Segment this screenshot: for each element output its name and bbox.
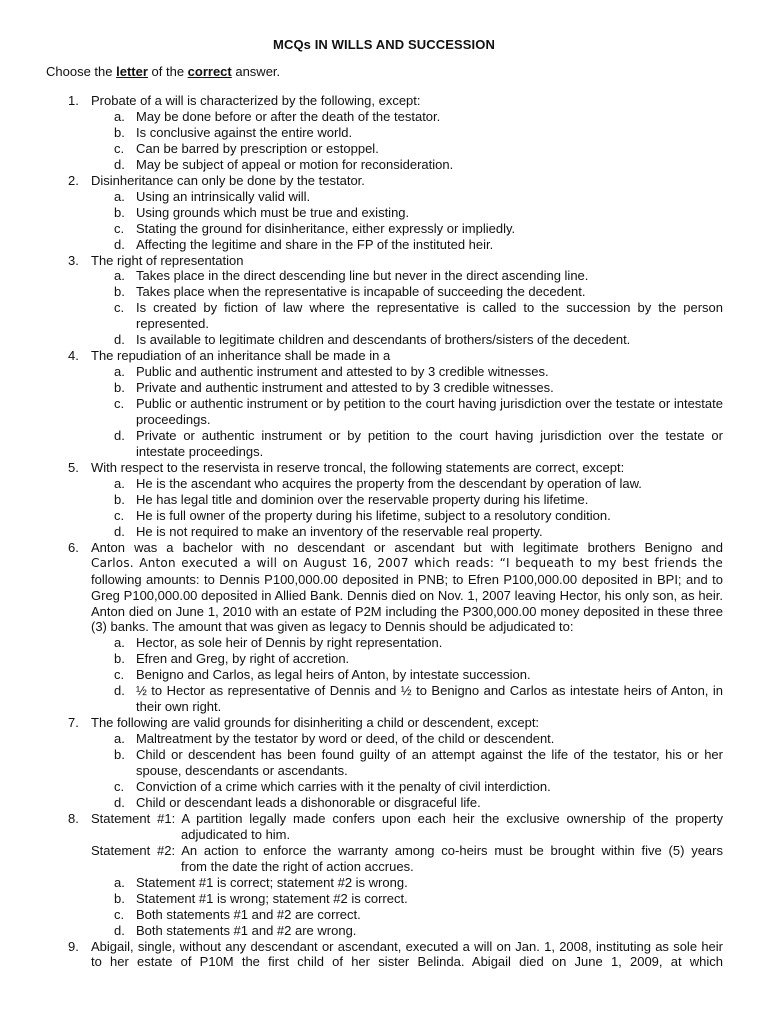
- option-text: Public and authentic instrument and attested to by 3 credible witnesses.: [136, 364, 549, 380]
- option-letter: c.: [114, 667, 125, 683]
- option-3a: [0, 268, 768, 284]
- option-1d: [0, 157, 768, 173]
- option-8c: [0, 907, 768, 923]
- option-letter: d.: [114, 683, 125, 699]
- option-letter: c.: [114, 140, 125, 156]
- option-letter: b.: [114, 380, 125, 396]
- instructions-text: of the: [147, 64, 188, 79]
- option-letter: a.: [114, 731, 125, 747]
- option-text: Maltreatment by the testator by word or deed, of the child or descendent.: [136, 731, 555, 747]
- option-7b: [0, 747, 768, 779]
- option-letter: a.: [114, 364, 125, 380]
- option-letter: d.: [114, 523, 125, 539]
- option-text: May be done before or after the death of the testator.: [136, 108, 441, 124]
- option-letter: c.: [114, 396, 125, 412]
- option-text: Private or authentic instrument or by petition to the court having jurisdiction over the testate or intestate proceedings.: [136, 428, 723, 459]
- option-letter: c.: [114, 507, 125, 523]
- statement-1-continued: adjudicated to him.: [181, 826, 291, 842]
- option-letter: a.: [114, 874, 125, 890]
- question-number: 5.: [68, 459, 79, 475]
- option-text: He is full owner of the property during his lifetime, subject to a resolutory condition.: [136, 507, 611, 523]
- option-letter: a.: [114, 475, 125, 491]
- option-text: Is conclusive against the entire world.: [136, 124, 353, 140]
- option-5b: [0, 492, 768, 508]
- instructions-text: Choose the: [46, 64, 117, 79]
- statement-2: [91, 843, 723, 859]
- question-8: [0, 811, 768, 875]
- instructions-emphasis-letter: letter: [116, 64, 148, 79]
- instructions: [46, 64, 280, 80]
- statement-text: An action to enforce the warranty among co-heirs must be brought within five (5) years: [181, 842, 723, 858]
- option-text: Using an intrinsically valid will.: [136, 188, 311, 204]
- option-2b: [0, 205, 768, 221]
- option-letter: b.: [114, 491, 125, 507]
- question-1: [0, 93, 768, 109]
- question-number: 9.: [68, 938, 79, 954]
- option-text: He is the ascendant who acquires the property from the descendant by operation of law.: [136, 475, 642, 491]
- option-letter: d.: [114, 922, 125, 938]
- question-stem-line: Anton was a bachelor with no descendant or ascendant but with legitimate brothers Benigno and: [91, 539, 723, 555]
- option-letter: b.: [114, 204, 125, 220]
- question-stem: The repudiation of an inheritance shall be made in a: [91, 348, 391, 364]
- option-letter: c.: [114, 300, 125, 316]
- option-7c: [0, 779, 768, 795]
- question-number: 4.: [68, 348, 79, 364]
- option-5a: [0, 476, 768, 492]
- option-4c: [0, 396, 768, 428]
- option-text: Is available to legitimate children and descendants of brothers/sisters of the decedent.: [136, 332, 631, 348]
- option-text: He has legal title and dominion over the reservable property during his lifetime.: [136, 491, 589, 507]
- question-stem: Probate of a will is characterized by the following, except:: [91, 93, 421, 108]
- option-text: Both statements #1 and #2 are correct.: [136, 906, 361, 922]
- question-5: [0, 460, 768, 476]
- option-2c: [0, 221, 768, 237]
- option-text: Benigno and Carlos, as legal heirs of Anton, by intestate succession.: [136, 667, 531, 683]
- instructions-emphasis-correct: correct: [187, 64, 232, 79]
- question-number: 7.: [68, 715, 79, 731]
- question-6: [0, 540, 768, 636]
- option-8d: [0, 923, 768, 939]
- option-text: Takes place in the direct descending line but never in the direct ascending line.: [136, 268, 589, 284]
- option-6d: [0, 683, 768, 715]
- question-number: 3.: [68, 252, 79, 268]
- option-text: Affecting the legitime and share in the FP of the instituted heir.: [136, 236, 494, 252]
- option-6c: [0, 667, 768, 683]
- option-3d: [0, 332, 768, 348]
- statement-label: Statement #2:: [91, 842, 176, 858]
- option-letter: d.: [114, 332, 125, 348]
- question-stem: Disinheritance can only be done by the testator.: [91, 172, 365, 188]
- option-8b: [0, 891, 768, 907]
- option-1a: [0, 109, 768, 125]
- statement-2-continued: from the date the right of action accrues.: [181, 858, 414, 874]
- option-text: Statement #1 is correct; statement #2 is wrong.: [136, 874, 408, 890]
- option-text: Child or descendant leads a dishonorable or disgraceful life.: [136, 794, 481, 810]
- option-1c: [0, 141, 768, 157]
- option-8a: [0, 875, 768, 891]
- option-letter: c.: [114, 778, 125, 794]
- option-letter: a.: [114, 268, 125, 284]
- option-text: Efren and Greg, by right of accretion.: [136, 651, 350, 667]
- option-2d: [0, 237, 768, 253]
- option-text: Hector, as sole heir of Dennis by right representation.: [136, 635, 443, 651]
- question-stem: With respect to the reservista in reserve troncal, the following statements are correct, except:: [91, 459, 625, 475]
- question-9: [0, 939, 768, 971]
- option-4a: [0, 364, 768, 380]
- question-7: [0, 715, 768, 731]
- option-letter: d.: [114, 794, 125, 810]
- option-6a: [0, 635, 768, 651]
- option-2a: [0, 189, 768, 205]
- statement-text: A partition legally made confers upon each heir the exclusive ownership of the property: [181, 810, 723, 826]
- statement-1: [91, 811, 723, 827]
- option-text: Conviction of a crime which carries with it the penalty of civil interdiction.: [136, 778, 551, 794]
- option-5c: [0, 508, 768, 524]
- question-3: [0, 253, 768, 269]
- option-letter: a.: [114, 635, 125, 651]
- option-text: Stating the ground for disinheritance, either expressly or impliedly.: [136, 220, 516, 236]
- question-number: 2.: [68, 172, 79, 188]
- option-letter: c.: [114, 906, 125, 922]
- question-2: [0, 173, 768, 189]
- question-stem: The right of representation: [91, 252, 244, 268]
- option-letter: a.: [114, 188, 125, 204]
- option-text: Takes place when the representative is incapable of succeeding the decedent.: [136, 284, 586, 300]
- option-4d: [0, 428, 768, 460]
- option-letter: a.: [114, 108, 125, 124]
- option-6b: [0, 651, 768, 667]
- statement-label: Statement #1:: [91, 810, 176, 826]
- option-letter: b.: [114, 747, 125, 763]
- option-text: Can be barred by prescription or estoppel.: [136, 140, 379, 156]
- option-letter: b.: [114, 124, 125, 140]
- option-text: May be subject of appeal or motion for reconsideration.: [136, 156, 454, 172]
- document-title: MCQs IN WILLS AND SUCCESSION: [273, 37, 495, 52]
- option-4b: [0, 380, 768, 396]
- option-7d: [0, 795, 768, 811]
- question-stem-rest: following amounts: to Dennis P100,000.00 deposited in PNB; to Efren P100,000.00 deposited in BPI; and to Greg P100,000.00 deposited in Allied Bank. Dennis died on Nov. 1, 2007 leaving Hector, his only son, as heir. Anton died on June 1, 2010 with an estate of P2M including the P300,000.00 money deposited in these three (3) banks. The amount that was given as legacy to Dennis should be adjudicated to:: [91, 571, 723, 635]
- option-letter: d.: [114, 236, 125, 252]
- option-text: Both statements #1 and #2 are wrong.: [136, 922, 357, 938]
- option-text: Using grounds which must be true and existing.: [136, 204, 410, 220]
- option-letter: d.: [114, 156, 125, 172]
- question-number: 6.: [68, 539, 79, 555]
- question-number: 8.: [68, 810, 79, 826]
- option-3b: [0, 284, 768, 300]
- option-letter: b.: [114, 284, 125, 300]
- question-number: 1.: [68, 93, 79, 108]
- option-1b: [0, 125, 768, 141]
- option-text: He is not required to make an inventory of the reservable real property.: [136, 523, 543, 539]
- question-4: [0, 348, 768, 364]
- option-3c: [0, 300, 768, 332]
- question-stem-line: Carlos. Anton executed a will on August 16, 2007 which reads: “I bequeath to my best friends the: [91, 555, 723, 570]
- option-letter: d.: [114, 428, 125, 444]
- question-list: [0, 93, 768, 970]
- option-text: Public or authentic instrument or by petition to the court having jurisdiction over the testate or intestate proceedings.: [136, 396, 723, 428]
- option-text: Child or descendent has been found guilty of an attempt against the life of the testator, his or her spouse, descendants or ascendants.: [136, 747, 723, 779]
- instructions-text: answer.: [231, 64, 281, 79]
- question-stem: The following are valid grounds for disinheriting a child or descendent, except:: [91, 715, 540, 731]
- option-text: Is created by fiction of law where the representative is called to the succession by the person represented.: [136, 300, 723, 332]
- question-stem: Abigail, single, without any descendant or ascendant, executed a will on Jan. 1, 2008, instituting as sole heir to her estate of P10M the first child of her sister Belinda. Abigail died on June 1, 2009, at which: [91, 938, 723, 970]
- option-text: Statement #1 is wrong; statement #2 is correct.: [136, 890, 408, 906]
- option-letter: c.: [114, 220, 125, 236]
- option-text: Private and authentic instrument and attested to by 3 credible witnesses.: [136, 380, 554, 396]
- option-5d: [0, 524, 768, 540]
- option-letter: b.: [114, 890, 125, 906]
- option-7a: [0, 731, 768, 747]
- option-text: ½ to Hector as representative of Dennis and ½ to Benigno and Carlos as intestate heirs of Anton, in their own right.: [136, 683, 723, 715]
- option-letter: b.: [114, 651, 125, 667]
